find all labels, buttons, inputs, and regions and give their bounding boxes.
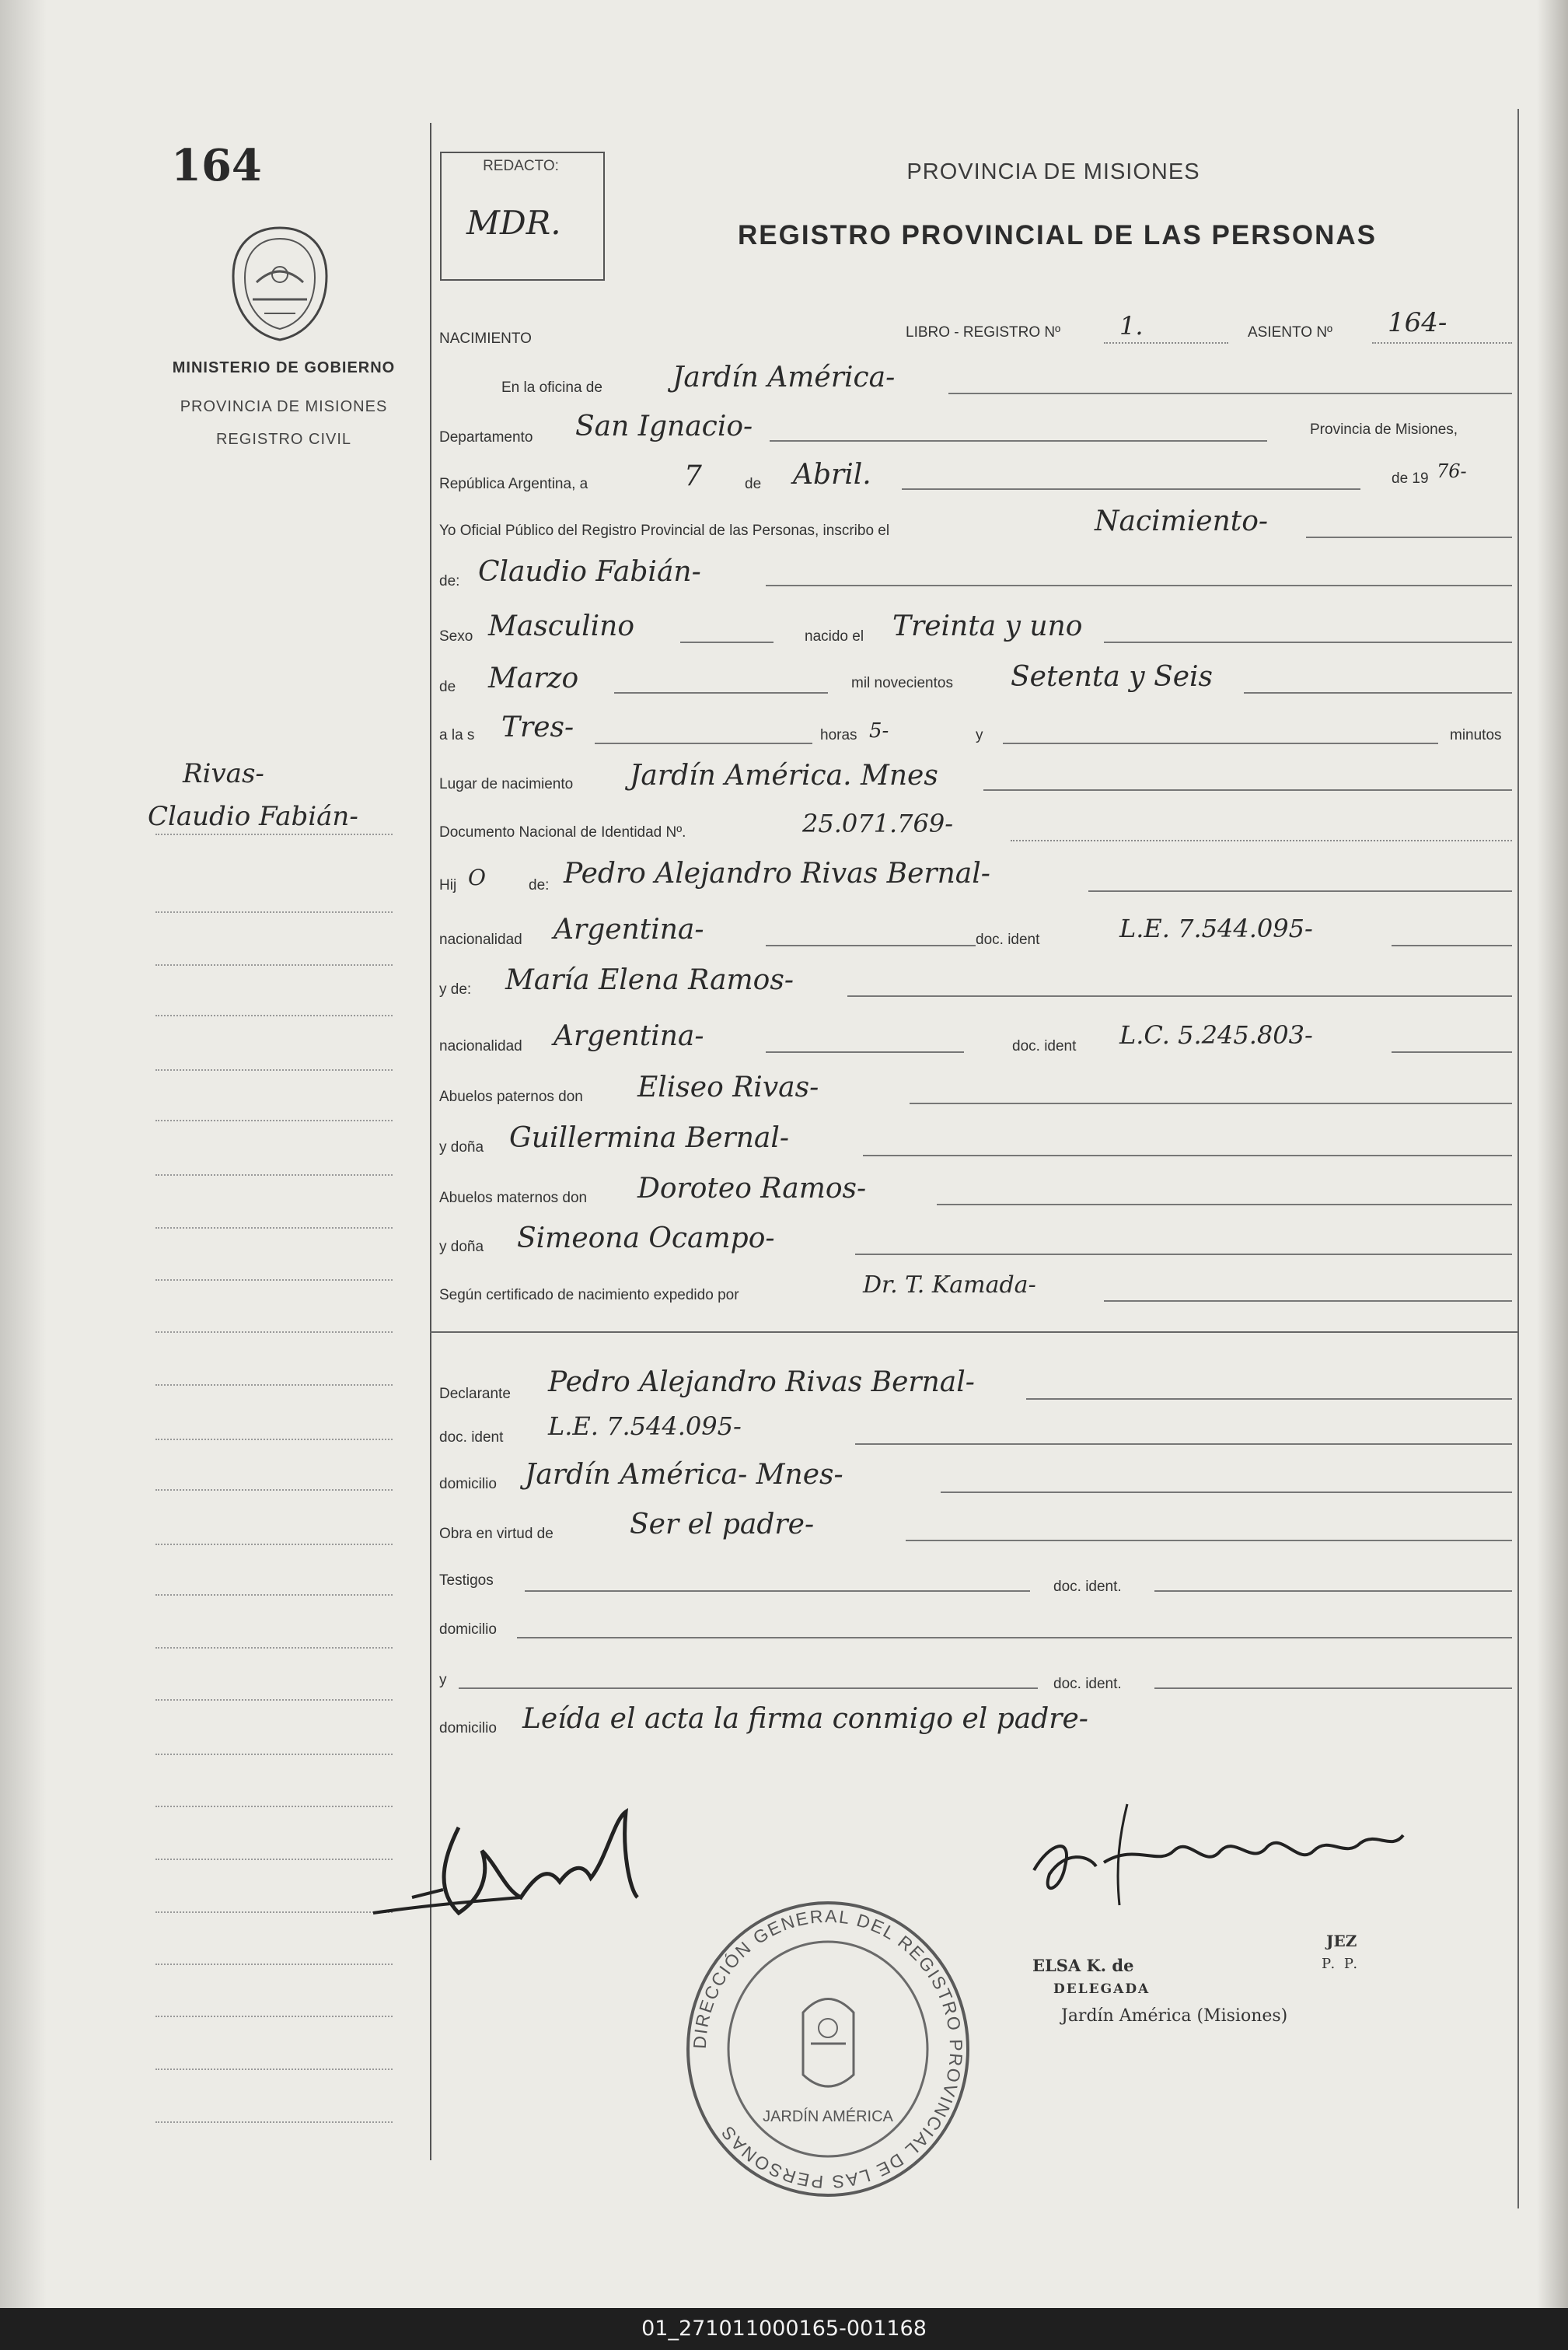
registrar-role: DELEGADA <box>1053 1981 1151 1997</box>
hora-value: Tres- <box>501 712 574 743</box>
page-binding-shadow <box>0 0 47 2308</box>
stamp-center-text: JARDÍN AMÉRICA <box>763 2108 893 2125</box>
lugar-label: Lugar de nacimiento <box>439 776 574 792</box>
madre-nac-label: nacionalidad <box>439 1038 522 1054</box>
header-title: REGISTRO PROVINCIAL DE LAS PERSONAS <box>738 220 1377 250</box>
oficial-label: Yo Oficial Público del Registro Provincial de las Personas, inscribo el <box>439 523 890 539</box>
oficina-label: En la oficina de <box>501 379 602 396</box>
madre-label: y de: <box>439 981 472 998</box>
page-edge-shadow <box>1537 0 1568 2308</box>
abuelos-pat-label: Abuelos paternos don <box>439 1089 583 1105</box>
registrar-name: ELSA K. de <box>1032 1956 1134 1975</box>
ministry-name: MINISTERIO DE GOBIERNO <box>172 359 396 376</box>
obra-value: Ser el padre- <box>630 1509 815 1540</box>
testigo2-doc-label: doc. ident. <box>1053 1676 1122 1692</box>
abuela-pat-label: y doña <box>439 1139 484 1156</box>
padre-nac-label: nacionalidad <box>439 932 522 948</box>
testigos-label: Testigos <box>439 1572 494 1589</box>
nacido-value: Treinta y uno <box>892 610 1083 642</box>
horas-value: 5- <box>869 719 889 743</box>
coat-of-arms-icon <box>222 222 338 346</box>
abuelo-pat-value: Eliseo Rivas- <box>637 1072 819 1103</box>
madre-doc-value: L.C. 5.245.803- <box>1119 1020 1313 1050</box>
padre-doc-value: L.E. 7.544.095- <box>1119 914 1313 943</box>
domicilio3-label: domicilio <box>439 1720 497 1736</box>
de-mes-label: de <box>439 679 456 695</box>
padre-nac-value: Argentina- <box>554 914 704 946</box>
nacido-label: nacido el <box>805 628 864 645</box>
mes-value: Abril. <box>793 459 871 491</box>
asiento-value: 164- <box>1388 307 1448 338</box>
testigos-doc-label: doc. ident. <box>1053 1579 1122 1595</box>
y2-label: y <box>439 1672 447 1688</box>
margin-given-name: Claudio Fabián- <box>148 801 358 832</box>
official-stamp <box>675 1896 982 2203</box>
leida-value: Leída el acta la firma conmigo el padre- <box>522 1703 1088 1735</box>
dni-value: 25.071.769- <box>802 809 954 838</box>
certificado-value: Dr. T. Kamada- <box>863 1271 1036 1299</box>
ministry-registry: REGISTRO CIVIL <box>215 431 352 448</box>
minutos-label: minutos <box>1450 727 1502 743</box>
padre-value: Pedro Alejandro Rivas Bernal- <box>564 858 990 890</box>
domicilio2-label: domicilio <box>439 1621 497 1638</box>
lugar-value: Jardín América. Mnes <box>630 760 938 792</box>
y-label: y <box>976 727 983 743</box>
obra-label: Obra en virtud de <box>439 1526 554 1542</box>
abuelos-mat-label: Abuelos maternos don <box>439 1190 588 1206</box>
ministry-province: PROVINCIA DE MISIONES <box>180 398 388 415</box>
dni-label: Documento Nacional de Identidad Nº. <box>439 824 686 841</box>
domicilio-value: Jardín América- Mnes- <box>525 1459 843 1491</box>
alas-label: a la s <box>439 727 475 743</box>
registrar-pp: P. P. <box>1322 1956 1360 1972</box>
oficina-value: Jardín América- <box>672 362 896 393</box>
section-divider <box>430 1331 1518 1333</box>
hijo-suffix: O <box>468 865 486 890</box>
declarante-doc-value: L.E. 7.544.095- <box>548 1411 742 1441</box>
registrar-place: Jardín América (Misiones) <box>1061 2006 1288 2026</box>
header-province: PROVINCIA DE MISIONES <box>906 159 1200 184</box>
departamento-value: San Ignacio- <box>575 411 753 442</box>
margin-surname: Rivas- <box>183 758 264 789</box>
hijo-label: Hij <box>439 877 457 893</box>
asiento-label: ASIENTO Nº <box>1248 324 1332 341</box>
padre-doc-label: doc. ident <box>976 932 1040 948</box>
nombre-value: Claudio Fabián- <box>478 556 701 588</box>
folio-number: 164 <box>171 140 262 191</box>
oficial-value: Nacimiento- <box>1095 505 1269 537</box>
stamp-text: DIRECCIÓN GENERAL DEL REGISTRO PROVINCIAL DE LAS PERSONAS <box>689 1905 967 2193</box>
mes-nac-value: Marzo <box>488 663 579 694</box>
madre-value: María Elena Ramos- <box>505 964 794 996</box>
de-nombre-label: de: <box>439 573 460 589</box>
abuelo-mat-value: Doroteo Ramos- <box>637 1173 867 1205</box>
sexo-label: Sexo <box>439 628 473 645</box>
mil-label: mil novecientos <box>851 675 953 691</box>
declarante-doc-label: doc. ident <box>439 1429 504 1446</box>
libro-value: 1. <box>1119 311 1144 341</box>
abuela-pat-value: Guillermina Bernal- <box>509 1122 790 1154</box>
hijo-de-label: de: <box>529 877 550 893</box>
declarante-label: Declarante <box>439 1386 511 1402</box>
anio-value: 76- <box>1437 460 1467 482</box>
redacto-label: REDACTO: <box>483 158 559 174</box>
file-name-caption: 01_271011000165-001168 <box>0 2308 1568 2350</box>
horas-label: horas <box>820 727 857 743</box>
domicilio-label: domicilio <box>439 1476 497 1492</box>
declarante-value: Pedro Alejandro Rivas Bernal- <box>548 1366 975 1398</box>
provincia-label: Provincia de Misiones, <box>1310 421 1458 438</box>
abuela-mat-value: Simeona Ocampo- <box>517 1222 775 1254</box>
redacto-value: MDR. <box>466 204 561 242</box>
madre-nac-value: Argentina- <box>554 1020 704 1052</box>
abuela-mat-label: y doña <box>439 1239 484 1255</box>
certificado-label: Según certificado de nacimiento expedido por <box>439 1287 739 1303</box>
registrar-signature <box>1018 1796 1407 1913</box>
nacimiento-label: NACIMIENTO <box>439 330 532 347</box>
dia-value: 7 <box>684 460 702 492</box>
madre-doc-label: doc. ident <box>1012 1038 1077 1054</box>
republica-label: República Argentina, a <box>439 476 588 492</box>
sexo-value: Masculino <box>488 610 635 642</box>
anio-nac-value: Setenta y Seis <box>1011 661 1214 693</box>
anio-label: de 19 <box>1392 470 1429 487</box>
libro-label: LIBRO - REGISTRO Nº <box>906 324 1061 341</box>
svg-text:DIRECCIÓN GENERAL DEL REGISTRO <box>690 1906 966 2192</box>
right-border-line <box>1517 109 1519 2208</box>
departamento-label: Departamento <box>439 429 533 446</box>
declarant-signature <box>365 1804 707 1929</box>
de-label: de <box>745 476 762 492</box>
registrar-name-suffix: JEZ <box>1326 1932 1357 1950</box>
